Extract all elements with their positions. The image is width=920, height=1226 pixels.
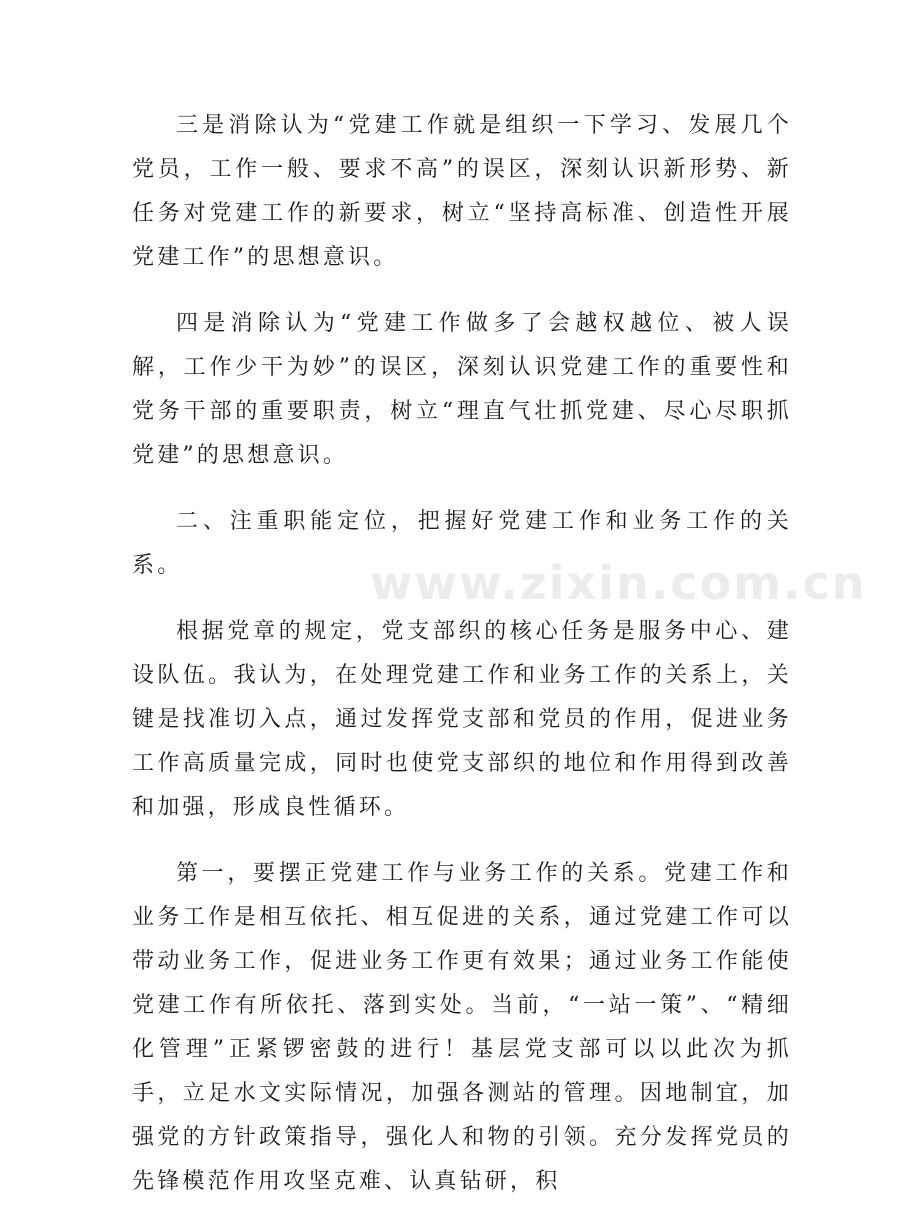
watermark-text: www.zixin.com.cn — [370, 556, 867, 610]
document-body — [132, 104, 792, 1226]
paragraph-4: 第一，要摆正党建工作与业务工作的关系。党建工作和业务工作是相互依托、相互促进的关系，通过党建工作可以带动业务工作，促进业务工作更有效果；通过业务工作能使党建工作有所依托、落到实处。当前，“一站一策”、“精细化管理”正紧锣密鼓的进行！基层党支部可以以此次为抓手，立足水文实际情况，加强各测站的管理。因地制宜，加强党的方针政策指导，强化人和物的引领。充分发挥党员的先锋模范作用攻坚克难、认真钻研，积 — [132, 861, 792, 1194]
paragraph-2: 四是消除认为“党建工作做多了会越权越位、被人误解，工作少干为妙”的误区，深刻认识党建工作的重要性和党务干部的重要职责，树立“理直气壮抓党建、尽心尽职抓党建”的思想意识。 — [132, 311, 792, 468]
paragraph-1: 三是消除认为“党建工作就是组织一下学习、发展几个党员，工作一般、要求不高”的误区，深刻认识新形势、新任务对党建工作的新要求，树立“坚持高标准、创造性开展党建工作”的思想意识。 — [132, 113, 792, 270]
paragraph-3: 根据党章的规定，党支部织的核心任务是服务中心、建设队伍。我认为，在处理党建工作和业务工作的关系上，关键是找准切入点，通过发挥党支部和党员的作用，促进业务工作高质量完成，同时也使党支部织的地位和作用得到改善和加强，形成良性循环。 — [132, 619, 792, 820]
section-heading: 二、注重职能定位，把握好党建工作和业务工作的关系。 — [132, 509, 792, 578]
